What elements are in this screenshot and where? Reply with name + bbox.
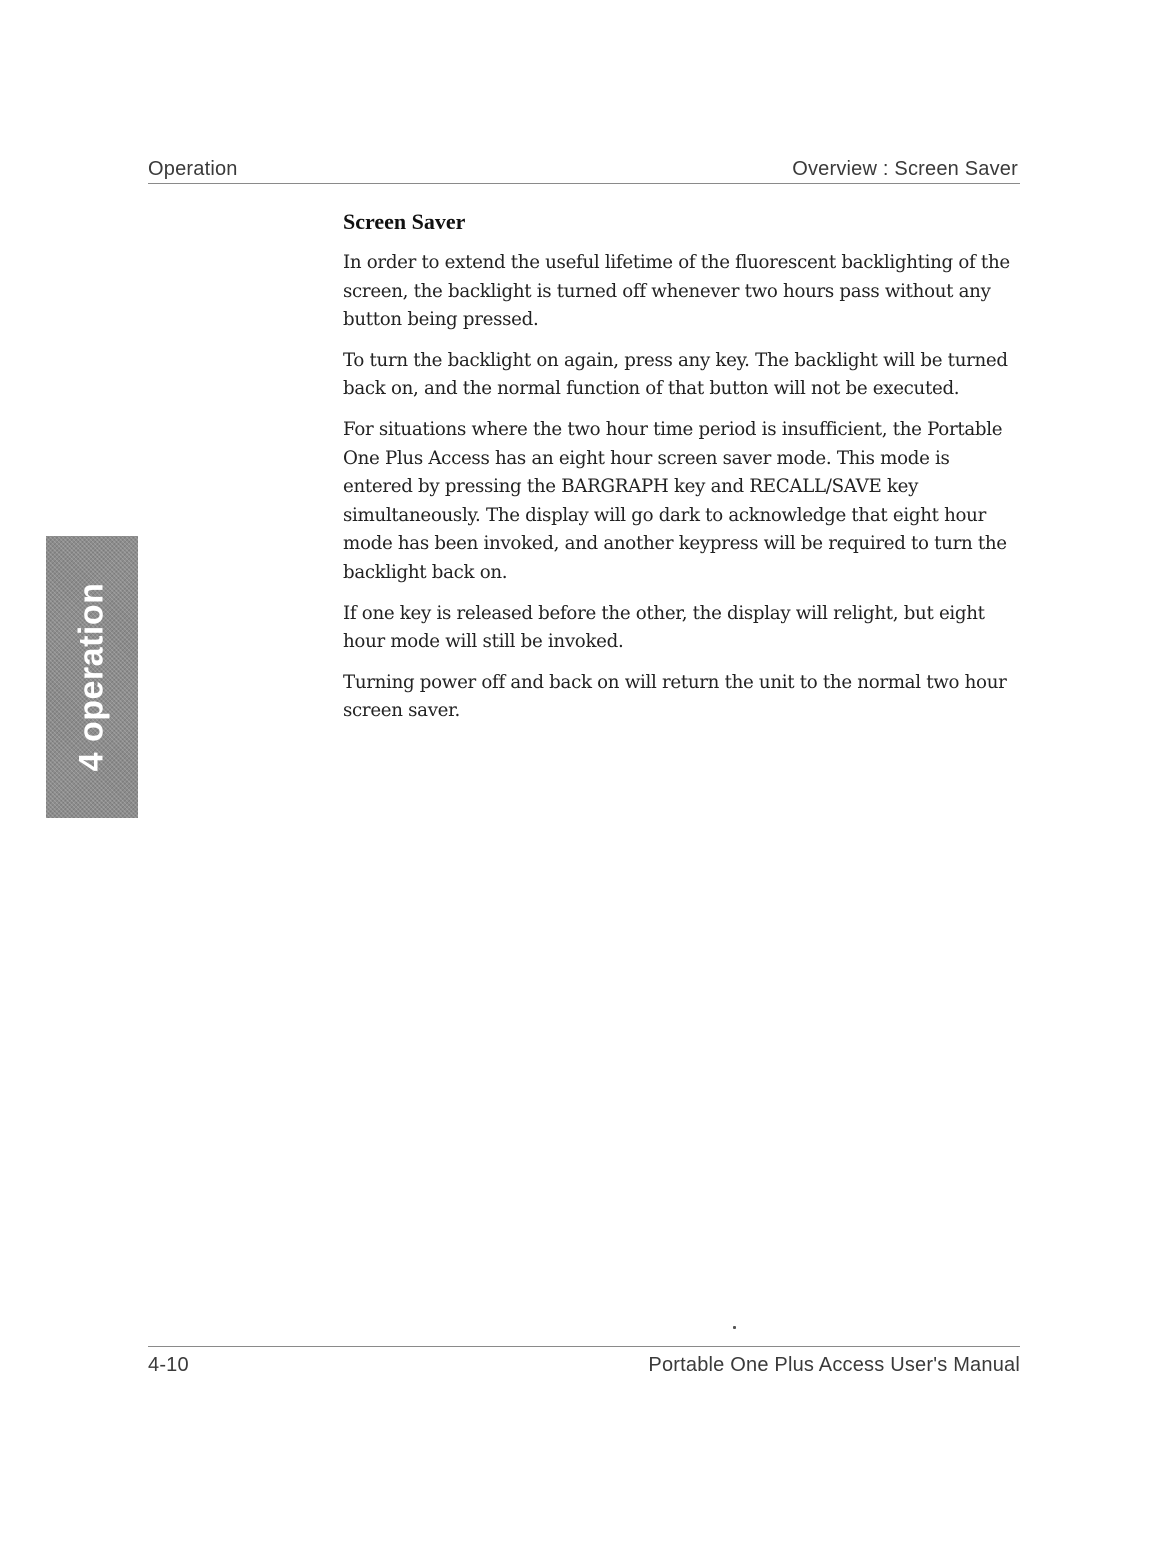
paragraph: In order to extend the useful lifetime of the fluorescent backlighting of the screen, the backlight is turned off whenever two hours pass without any button being pressed. — [343, 252, 1010, 331]
chapter-side-tab-label: 4 operation — [72, 582, 111, 772]
footer-rule — [148, 1346, 1020, 1347]
section-title: Screen Saver — [343, 209, 466, 234]
header-section-title: Overview : Screen Saver — [792, 158, 1018, 180]
paragraph: To turn the backlight on again, press any key. The backlight will be turned back on, and the normal function of that button will not be executed. — [343, 349, 1008, 400]
scan-speck — [733, 1326, 736, 1329]
header-rule — [148, 183, 1020, 184]
manual-title: Portable One Plus Access User's Manual — [648, 1354, 1020, 1376]
page-number: 4-10 — [148, 1354, 189, 1376]
paragraph: For situations where the two hour time period is insufficient, the Portable One Plus Access has an eight hour screen saver mode. This mode is entered by pressing the BARGRAPH key and RECALL/SAVE key simultaneously. The display will go dark to acknowledge that eight hour mode has been invoked, and another keypress will be required to turn the backlight back on. — [343, 418, 1007, 583]
header-chapter-title: Operation — [148, 158, 238, 180]
paragraph: If one key is released before the other, the display will relight, but eight hour mode will still be invoked. — [343, 602, 985, 653]
main-content — [343, 209, 1023, 738]
chapter-side-tab — [46, 536, 138, 818]
paragraph: Turning power off and back on will return the unit to the normal two hour screen saver. — [343, 671, 1007, 722]
